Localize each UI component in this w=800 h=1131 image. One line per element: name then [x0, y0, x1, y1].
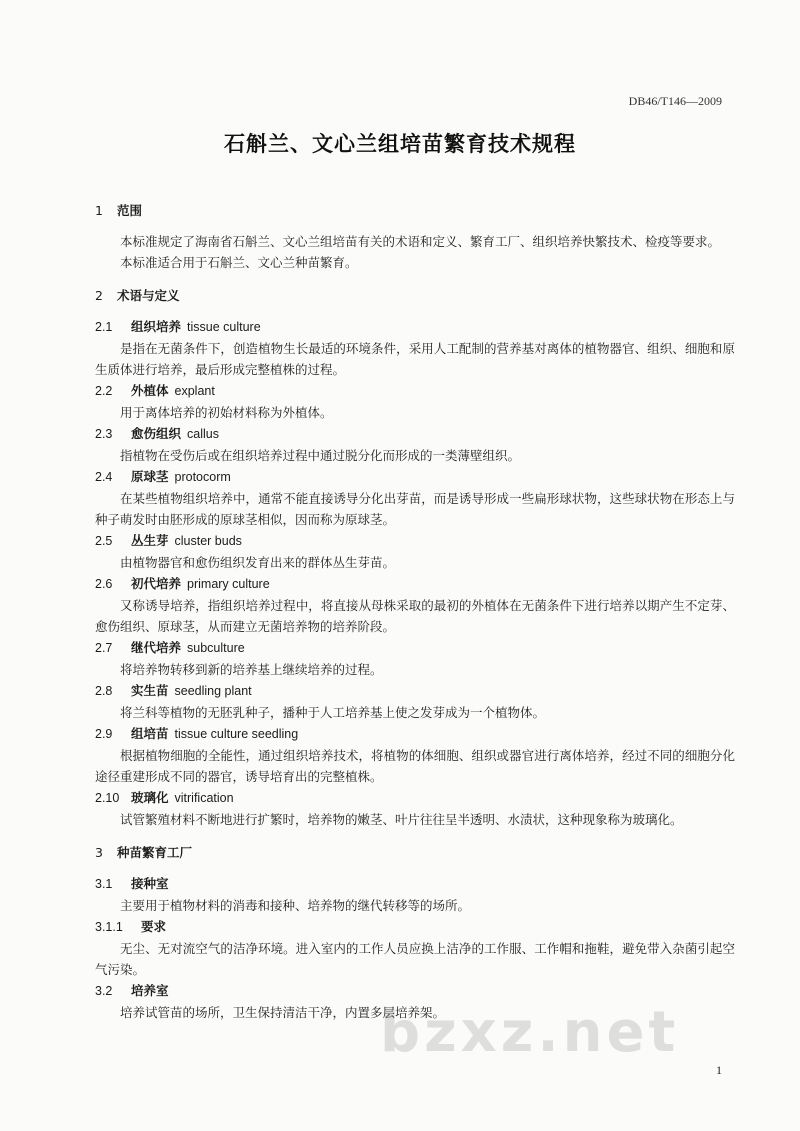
section-heading-1: [95, 200, 735, 222]
term-heading: [95, 380, 735, 402]
document-body: [95, 200, 735, 1023]
section-title: 范围: [117, 203, 143, 218]
term-zh: 原球茎: [131, 469, 169, 484]
paragraph: 本标准规定了海南省石斛兰、文心兰组培苗有关的术语和定义、繁育工厂、组织培养快繁技术、检疫等要求。: [120, 234, 721, 249]
term-en: vitrification: [174, 791, 234, 805]
term-definition: 指植物在受伤后或在组织培养过程中通过脱分化而形成的一类薄壁组织。: [120, 448, 521, 463]
term-heading: [95, 787, 735, 809]
term-en: cluster buds: [174, 534, 242, 548]
term-en: seedling plant: [174, 684, 252, 698]
term-zh: 组织培养: [131, 319, 182, 334]
term-number: 2.2: [95, 384, 113, 398]
term-definition: 在某些植物组织培养中，通常不能直接诱导分化出芽苗，而是诱导形成一些扁形球状物，这些球状物在形态上与种子萌发时由胚形成的原球茎相似，因而称为原球茎。: [95, 491, 735, 527]
term-number: 2.4: [95, 470, 113, 484]
subsection-number: 3.1.1: [95, 920, 123, 934]
term-number: 2.7: [95, 641, 113, 655]
term-heading: [95, 316, 735, 338]
subsection-title: 要求: [141, 919, 167, 934]
term-definition: 试管繁殖材料不断地进行扩繁时，培养物的嫩茎、叶片往往呈半透明、水渍状，这种现象称为玻璃化。: [120, 812, 683, 827]
subsection-heading: [95, 980, 735, 1002]
term-number: 2.10: [95, 791, 120, 805]
term-number: 2.5: [95, 534, 113, 548]
paragraph: 本标准适合用于石斛兰、文心兰种苗繁育。: [120, 255, 358, 270]
section-heading-2: [95, 285, 735, 307]
term-heading: [95, 573, 735, 595]
page-number: 1: [716, 1063, 722, 1077]
term-en: callus: [187, 427, 219, 441]
term-zh: 丛生芽: [131, 533, 169, 548]
term-number: 2.3: [95, 427, 113, 441]
term-en: tissue culture seedling: [174, 727, 299, 741]
term-number: 2.8: [95, 684, 113, 698]
term-heading: [95, 466, 735, 488]
term-zh: 组培苗: [131, 726, 169, 741]
section-heading-3: [95, 842, 735, 864]
term-number: 2.9: [95, 727, 113, 741]
subsection-number: 3.2: [95, 984, 113, 998]
subsection-heading: [95, 916, 735, 938]
watermark: bzxz.net: [380, 1000, 680, 1065]
term-en: explant: [174, 384, 215, 398]
term-en: tissue culture: [187, 320, 261, 334]
term-zh: 愈伤组织: [131, 426, 182, 441]
subsection-title: 培养室: [131, 983, 169, 998]
paragraph: 培养试管苗的场所，卫生保持清洁干净，内置多层培养架。: [120, 1005, 446, 1020]
section-title: 种苗繁育工厂: [117, 845, 193, 860]
term-number: 2.1: [95, 320, 113, 334]
standard-code: DB46/T146—2009: [628, 94, 722, 108]
term-en: primary culture: [187, 577, 270, 591]
term-definition: 用于离体培养的初始材料称为外植体。: [120, 405, 333, 420]
term-number: 2.6: [95, 577, 113, 591]
section-number: 1: [95, 203, 103, 218]
subsection-heading: [95, 873, 735, 895]
paragraph: 主要用于植物材料的消毒和接种、培养物的继代转移等的场所。: [120, 898, 471, 913]
subsection-title: 接种室: [131, 876, 169, 891]
term-definition: 根据植物细胞的全能性，通过组织培养技术，将植物的体细胞、组织或器官进行离体培养，经过不同的细胞分化途径重建形成不同的器官，诱导培育出的完整植株。: [95, 748, 735, 784]
section-number: 2: [95, 288, 103, 303]
term-heading: [95, 423, 735, 445]
term-zh: 外植体: [131, 383, 169, 398]
section-title: 术语与定义: [117, 288, 180, 303]
term-heading: [95, 530, 735, 552]
term-definition: 又称诱导培养，指组织培养过程中，将直接从母株采取的最初的外植体在无菌条件下进行培养以期产生不定芽、愈伤组织、原球茎，从而建立无菌培养物的培养阶段。: [95, 598, 735, 634]
term-zh: 实生苗: [131, 683, 169, 698]
term-heading: [95, 680, 735, 702]
subsection-number: 3.1: [95, 877, 113, 891]
term-zh: 继代培养: [131, 640, 182, 655]
term-definition: 将培养物转移到新的培养基上继续培养的过程。: [120, 662, 383, 677]
term-definition: 是指在无菌条件下，创造植物生长最适的环境条件，采用人工配制的营养基对离体的植物器官、组织、细胞和原生质体进行培养，最后形成完整植株的过程。: [95, 341, 735, 377]
document-title: 石斛兰、文心兰组培苗繁育技术规程: [224, 132, 576, 156]
paragraph: 无尘、无对流空气的洁净环境。进入室内的工作人员应换上洁净的工作服、工作帽和拖鞋，避免带入杂菌引起空气污染。: [95, 941, 735, 977]
term-en: protocorm: [174, 470, 231, 484]
section-number: 3: [95, 845, 103, 860]
term-heading: [95, 637, 735, 659]
term-zh: 初代培养: [131, 576, 182, 591]
term-definition: 由植物器官和愈伤组织发育出来的群体丛生芽苗。: [120, 555, 396, 570]
term-zh: 玻璃化: [131, 790, 169, 805]
term-heading: [95, 723, 735, 745]
term-en: subculture: [187, 641, 245, 655]
term-definition: 将兰科等植物的无胚乳种子，播种于人工培养基上使之发芽成为一个植物体。: [120, 705, 546, 720]
